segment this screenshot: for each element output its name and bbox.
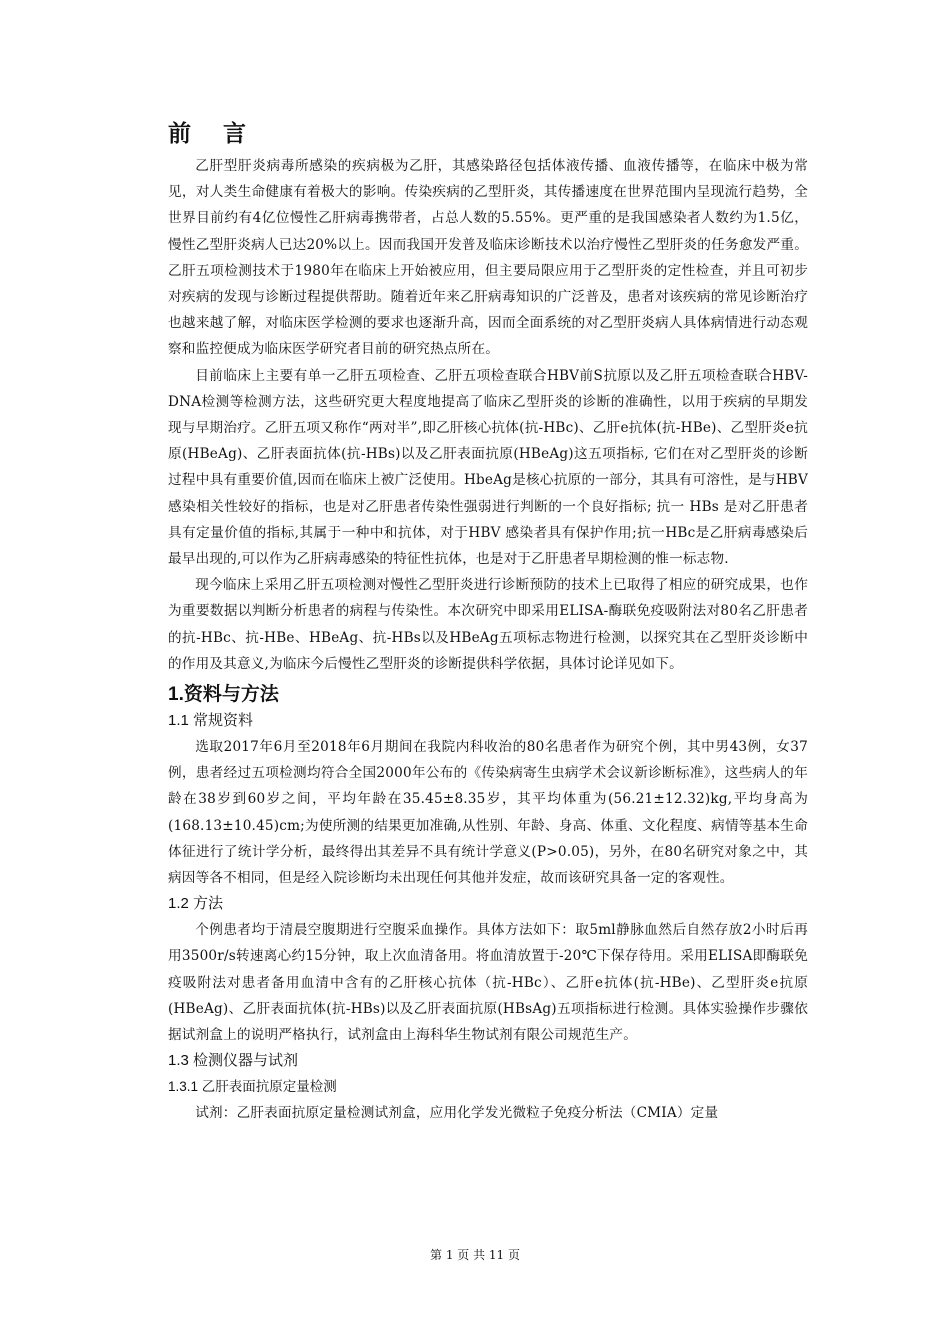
reagent-paragraph: 试剂：乙肝表面抗原定量检测试剂盒，应用化学发光微粒子免疫分析法（CMIA）定量 [195, 1105, 719, 1122]
document-page [168, 118, 808, 1127]
page-footer: 第 1 页 共 11 页 [430, 1248, 520, 1262]
subsubsection-heading-hbsag: 1.3.1 乙肝表面抗原定量检测 [168, 1079, 337, 1095]
intro-paragraph-3: 现今临床上采用乙肝五项检测对慢性乙型肝炎进行诊断预防的技术上已取得了相应的研究成果，也作为重要数据以判断分析患者的病程与传染性。本次研究中即采用ELISA-酶联免疫吸附法对80名乙肝患者的抗-HBc、抗-HBe、HBeAg、抗-HBs以及HBeAg五项标志物进行检测，以探究其在乙型肝炎诊断中的作用及其意义,为临床今后慢性乙型肝炎的诊断提供科学依据，具体讨论详见如下。 [168, 577, 808, 672]
intro-paragraph-2: 目前临床上主要有单一乙肝五项检查、乙肝五项检查联合HBV前S抗原以及乙肝五项检查联合HBV-DNA检测等检测方法，这些研究更大程度地提高了临床乙型肝炎的诊断的准确性，以用于疾病的早期发现与早期治疗。乙肝五项又称作“两对半”,即乙肝核心抗体(抗-HBc)、乙肝e抗体(抗-HBe)、乙型肝炎e抗原(HBeAg)、乙肝表面抗体(抗-HBs)以及乙肝表面抗原(HBeAg)这五项指标, 它们在对乙型肝炎的诊断过程中具有重要价值,因而在临床上被广泛使用。HbeAg是核心抗原的一部分，其具有可溶性，是与HBV感染相关性较好的指标，也是对乙肝患者传染性强弱进行判断的一个良好指标; 抗一 HBs 是对乙肝患者具有定量价值的指标,其属于一种中和抗体，对于HBV 感染者具有保护作用;抗一HBc是乙肝病毒感染后最早出现的,可以作为乙肝病毒感染的特征性抗体，也是对于乙肝患者早期检测的惟一标志物. [168, 367, 808, 568]
general-data-paragraph: 选取2017年6月至2018年6月期间在我院内科收治的80名患者作为研究个例，其中男43例，女37例，患者经过五项检测均符合全国2000年公布的《传染病寄生虫病学术会议新诊断标准》，这些病人的年龄在38岁到60岁之间，平均年龄在35.45±8.35岁，其平均体重为(56.21±12.32)kg,平均身高为(168.13±10.45)cm;为使所测的结果更加准确,从性别、年龄、身高、体重、文化程度、病情等基本生命体征进行了统计学分析，最终得出其差异不具有统计学意义(P>0.05)，另外，在80名研究对象之中，其病因等各不相同，但是经入院诊断均未出现任何其他并发症，故而该研究具备一定的客观性。 [168, 739, 808, 887]
section-heading-materials-methods: 1.资料与方法 [168, 684, 279, 706]
methods-paragraph: 个例患者均于清晨空腹期进行空腹采血操作。具体方法如下：取5ml静脉血然后自然存放2小时后再用3500r/s转速离心约15分钟，取上次血清备用。将血清放置于-20℃下保存待用。采用ELISA即酶联免疫吸附法对患者备用血清中含有的乙肝核心抗体（抗-HBc）、乙肝e抗体(抗-HBe)、乙型肝炎e抗原(HBeAg)、乙肝表面抗体(抗-HBs)以及乙肝表面抗原(HBsAg)五项指标进行检测。具体实验操作步骤依据试剂盒上的说明严格执行，试剂盒由上海科华生物试剂有限公司规范生产。 [168, 922, 808, 1044]
intro-paragraph-1: 乙肝型肝炎病毒所感染的疾病极为乙肝，其感染路径包括体液传播、血液传播等，在临床中极为常见，对人类生命健康有着极大的影响。传染疾病的乙型肝炎，其传播速度在世界范围内呈现流行趋势，全世界目前约有4亿位慢性乙肝病毒携带者，占总人数的5.55%。更严重的是我国感染者人数约为1.5亿，慢性乙型肝炎病人已达20%以上。因而我国开发普及临床诊断技术以治疗慢性乙型肝炎的任务愈发严重。乙肝五项检测技术于1980年在临床上开始被应用，但主要局限应用于乙型肝炎的定性检查，并且可初步对疾病的发现与诊断过程提供帮助。随着近年来乙肝病毒知识的广泛普及，患者对该疾病的常见诊断治疗也越来越了解，对临床医学检测的要求也逐渐升高，因而全面系统的对乙型肝炎病人具体病情进行动态观察和监控便成为临床医学研究者目前的研究热点所在。 [168, 158, 808, 358]
subsection-heading-methods: 1.2 方法 [168, 895, 224, 913]
subsection-heading-instruments: 1.3 检测仪器与试剂 [168, 1052, 299, 1070]
subsection-heading-general-data: 1.1 常规资料 [168, 712, 254, 730]
page-title: 前 言 [168, 121, 259, 147]
